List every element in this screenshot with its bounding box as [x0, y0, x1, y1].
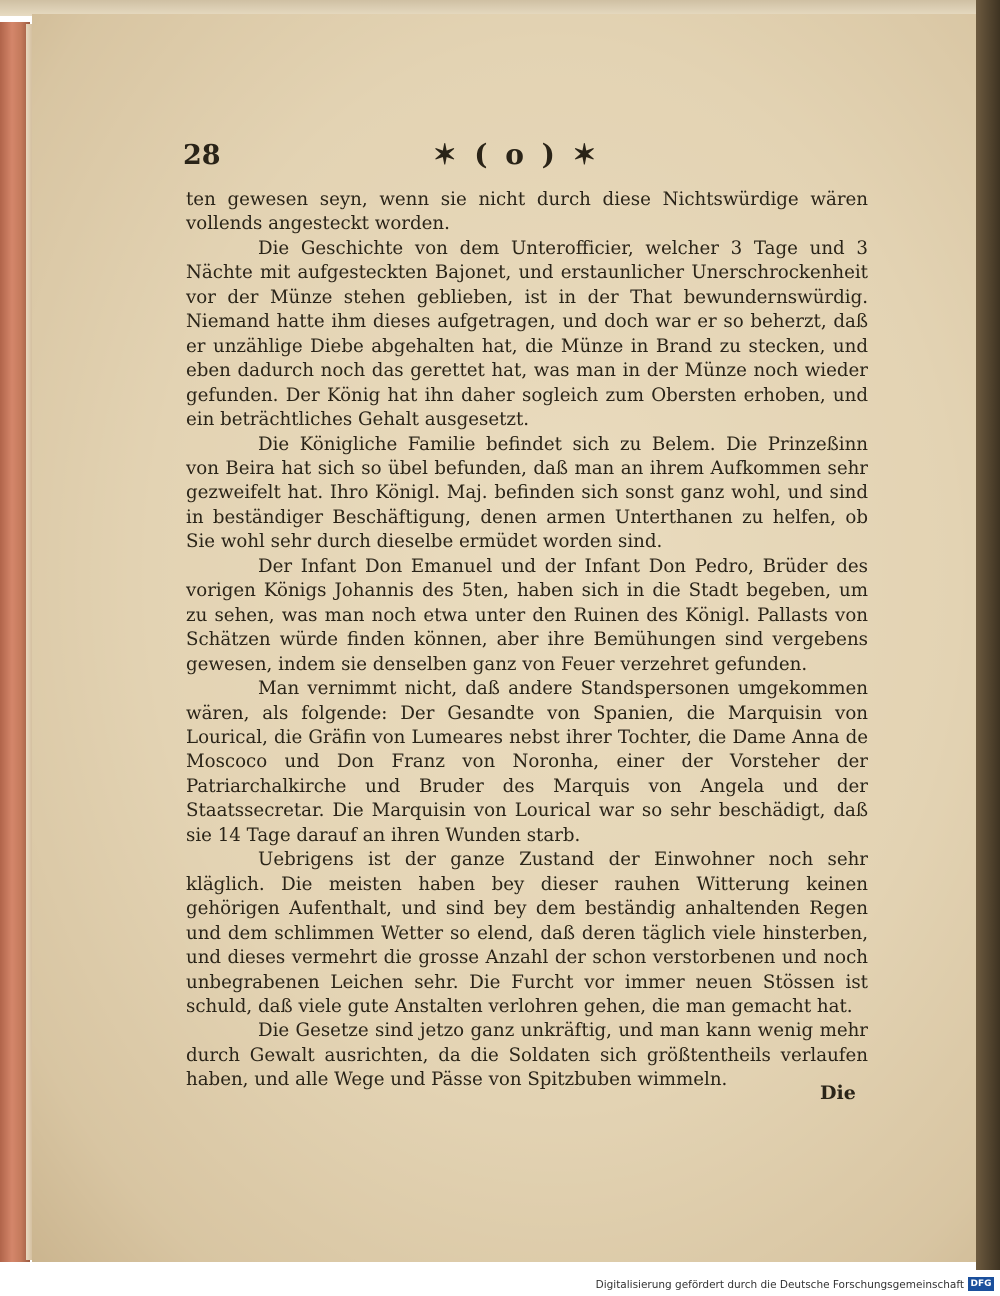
page-number: 28 [183, 140, 221, 171]
paragraph-1: ten gewesen seyn, wenn sie nicht durch diese Nichtswürdige wären vollends angesteckt worden. [186, 189, 868, 235]
paragraph-7: Die Gesetze sind jetzo ganz unkräftig, und man kann wenig mehr durch Gewalt ausrichten, da die Soldaten sich größtentheils verlaufen haben, und alle Wege und Pässe von Spitzbuben wimmeln. [186, 1020, 868, 1091]
body-text [186, 188, 868, 1093]
book-cover-edge [976, 0, 1000, 1270]
running-head-ornament: ✶ ( o ) ✶ [433, 138, 601, 171]
footer-credit: Digitalisierung gefördert durch die Deutsche Forschungsgemeinschaft [595, 1279, 964, 1291]
catchword: Die [820, 1082, 856, 1104]
page-header [183, 138, 863, 178]
paragraph-6: Uebrigens ist der ganze Zustand der Einwohner noch sehr kläglich. Die meisten haben bey dieser rauhen Witterung keinen gehörigen Aufenthalt, und sind bey dem beständig anhaltenden Regen und dem schlimmen Wetter so elend, daß deren täglich viele hinsterben, und dieses vermehrt die grosse Anzahl der schon verstorbenen und noch unbegrabenen Leichen sehr. Die Furcht vor immer neuen Stössen ist schuld, daß viele gute Anstalten verlohren gehen, die man gemacht hat. [186, 849, 868, 1017]
paragraph-4: Der Infant Don Emanuel und der Infant Don Pedro, Brüder des vorigen Königs Johannis des 5ten, haben sich in die Stadt begeben, um zu sehen, was man noch etwa unter den Ruinen des Königl. Pallasts von Schätzen würde finden können, aber ihre Bemühungen sind vergebens gewesen, indem sie denselben ganz von Feuer verzehret gefunden. [186, 555, 868, 675]
paragraph-5: Man vernimmt nicht, daß andere Standspersonen umgekommen wären, als folgende: Der Gesandte von Spanien, die Marquisin von Lourical, die Gräfin von Lumeares nebst ihrer Tochter, die Dame Anna de Moscoco und Don Franz von Noronha, einer der Vorsteher der Patriarchalkirche und Bruder des Marquis von Angela und der Staatssecretar. Die Marquisin von Lourical war so sehr beschädigt, daß sie 14 Tage darauf an ihren Wunden starb. [186, 678, 868, 846]
paragraph-3: Die Königliche Familie befindet sich zu Belem. Die Prinzeßinn von Beira hat sich so übel befunden, daß man an ihrem Aufkommen sehr gezweifelt hat. Ihro Königl. Maj. befinden sich sonst ganz wohl, und sind in beständiger Beschäftigung, denen armen Unterthanen zu helfen, ob Sie wohl sehr durch dieselbe ermüdet worden sind. [186, 433, 868, 553]
dfg-logo-icon: DFG [968, 1277, 994, 1291]
paragraph-2: Die Geschichte von dem Unterofficier, welcher 3 Tage und 3 Nächte mit aufgesteckten Bajonet, und erstaunlicher Unerschrockenheit vor der Münze stehen geblieben, ist in der That bewundernswürdig. Niemand hatte ihm dieses aufgetragen, und doch war er so beherzt, daß er unzählige Diebe abgehalten hat, die Münze in Brand zu stecken, und eben dadurch noch das gerettet hat, was man in der Münze noch wieder gefunden. Der König hat ihn daher sogleich zum Obersten erhoben, und ein beträchtliches Gehalt ausgesetzt. [186, 237, 868, 431]
